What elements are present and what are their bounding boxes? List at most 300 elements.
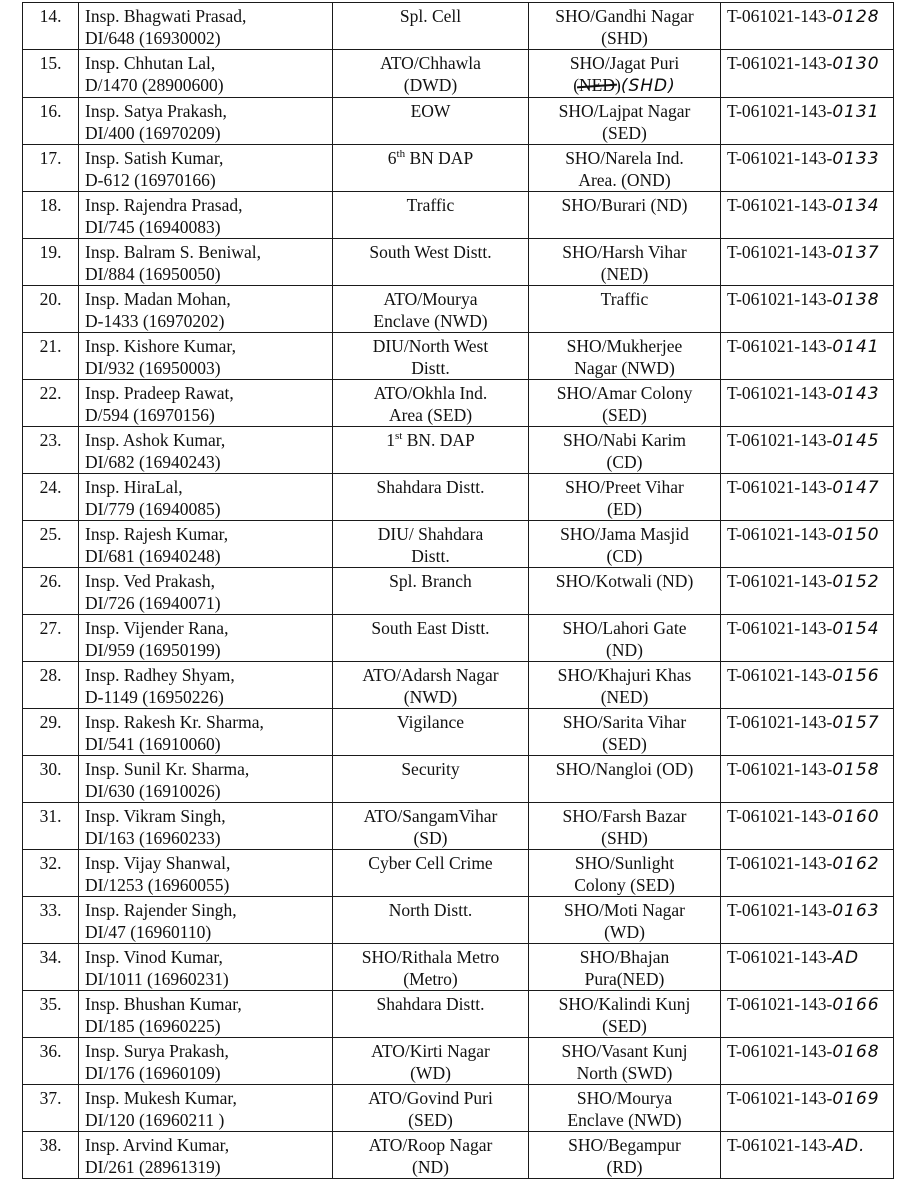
posted-to: SHO/Farsh Bazar — [562, 806, 687, 826]
posted-to-cell — [529, 239, 721, 286]
posted-to-line2: (CD) — [606, 546, 643, 566]
serial-number-cell — [23, 380, 79, 427]
officer-name-cell — [79, 1132, 333, 1179]
reference-prefix: T-061021-143- — [727, 148, 833, 168]
posted-from-cell — [333, 474, 529, 521]
handwritten-number: 0168 — [832, 1042, 880, 1062]
posted-from: Shahdara Distt. — [376, 477, 485, 497]
handwritten-number: 0138 — [832, 290, 880, 310]
officer-id: DI/932 (16950003) — [85, 358, 221, 378]
reference-number-cell — [721, 98, 894, 145]
handwritten-number: 0128 — [832, 7, 880, 27]
posted-to: SHO/Lajpat Nagar — [558, 101, 691, 121]
posted-to: SHO/Burari (ND) — [561, 195, 688, 215]
officer-name-cell — [79, 568, 333, 615]
posted-to-line2: Colony (SED) — [574, 875, 675, 895]
reference-number-cell — [721, 568, 894, 615]
posted-to-correction — [533, 74, 716, 97]
posted-to: SHO/Vasant Kunj — [561, 1041, 688, 1061]
serial-number-cell — [23, 568, 79, 615]
reference-number-cell — [721, 803, 894, 850]
handwritten-number: 0169 — [832, 1089, 880, 1109]
officer-name: Insp. Rakesh Kr. Sharma, — [85, 712, 264, 732]
serial-number-cell — [23, 3, 79, 50]
table-row — [23, 897, 894, 944]
officer-id: D-1433 (16970202) — [85, 311, 225, 331]
posted-to-line2: (SHD) — [601, 28, 648, 48]
officer-name: Insp. Ashok Kumar, — [85, 430, 226, 450]
officer-name-cell — [79, 427, 333, 474]
posted-to-cell — [529, 850, 721, 897]
posted-to-cell — [529, 3, 721, 50]
reference-prefix: T-061021-143- — [727, 1041, 833, 1061]
table-row — [23, 380, 894, 427]
posted-to-line2: (ED) — [607, 499, 642, 519]
officer-id: DI/400 (16970209) — [85, 123, 221, 143]
serial-number-cell — [23, 286, 79, 333]
posted-to-line2: (ND) — [606, 640, 643, 660]
posted-to: SHO/Bhajan — [579, 947, 670, 967]
reference-prefix: T-061021-143- — [727, 759, 833, 779]
posted-from: Spl. Cell — [399, 6, 462, 26]
posted-from-line2: (ND) — [412, 1157, 449, 1177]
serial-number: 14. — [39, 6, 62, 26]
posted-from-cell — [333, 803, 529, 850]
officer-id: DI/1253 (16960055) — [85, 875, 230, 895]
handwritten-number: 0158 — [832, 760, 880, 780]
posted-from-cell — [333, 50, 529, 98]
battalion-name: BN. DAP — [402, 430, 475, 450]
posted-from-line2: (WD) — [410, 1063, 451, 1083]
reference-number-cell — [721, 991, 894, 1038]
officer-name: Insp. Rajender Singh, — [85, 900, 237, 920]
officer-name-cell — [79, 756, 333, 803]
reference-number-cell — [721, 380, 894, 427]
officer-id: DI/176 (16960109) — [85, 1063, 221, 1083]
reference-number-cell — [721, 1132, 894, 1179]
posted-to-line2: (SHD) — [601, 828, 648, 848]
serial-number-cell — [23, 333, 79, 380]
table-row — [23, 239, 894, 286]
posted-from-cell — [333, 615, 529, 662]
handwritten-number: 0154 — [832, 619, 880, 639]
officer-id: D/594 (16970156) — [85, 405, 215, 425]
serial-number-cell — [23, 1132, 79, 1179]
posted-to: SHO/Jama Masjid — [560, 524, 689, 544]
officer-name: Insp. Vijay Shanwal, — [85, 853, 231, 873]
reference-number-cell — [721, 850, 894, 897]
officer-id: D-1149 (16950226) — [85, 687, 224, 707]
reference-prefix: T-061021-143- — [727, 947, 833, 967]
reference-number-cell — [721, 145, 894, 192]
posted-to-line2: (NED) — [600, 687, 649, 707]
posted-to-line2: (SED) — [602, 1016, 647, 1036]
reference-prefix: T-061021-143- — [727, 524, 833, 544]
officer-name-cell — [79, 662, 333, 709]
posted-from-cell — [333, 1132, 529, 1179]
officer-name: Insp. Vinod Kumar, — [85, 947, 223, 967]
serial-number-cell — [23, 709, 79, 756]
reference-number-cell — [721, 427, 894, 474]
battalion-number: 1 — [386, 430, 395, 450]
posted-from: South West Distt. — [369, 242, 492, 262]
officer-name-cell — [79, 850, 333, 897]
officer-name-cell — [79, 286, 333, 333]
reference-prefix: T-061021-143- — [727, 1088, 833, 1108]
posted-to-cell — [529, 568, 721, 615]
posted-to-line2: (NED) — [600, 264, 649, 284]
posted-to-cell — [529, 286, 721, 333]
serial-number-cell — [23, 803, 79, 850]
officer-name: Insp. Bhagwati Prasad, — [85, 6, 247, 26]
reference-prefix: T-061021-143- — [727, 6, 833, 26]
handwritten-number: 0150 — [832, 525, 880, 545]
reference-number-cell — [721, 944, 894, 991]
posted-from-cell — [333, 568, 529, 615]
officer-id: DI/185 (16960225) — [85, 1016, 221, 1036]
posted-to-cell — [529, 427, 721, 474]
posted-from: ATO/Chhawla — [380, 53, 481, 73]
table-row — [23, 1132, 894, 1179]
posted-to-cell — [529, 145, 721, 192]
reference-number-cell — [721, 662, 894, 709]
serial-number: 21. — [39, 336, 62, 356]
officer-name: Insp. Chhutan Lal, — [85, 53, 216, 73]
officer-name-cell — [79, 50, 333, 98]
posted-to: SHO/Nabi Karim — [563, 430, 686, 450]
serial-number-cell — [23, 850, 79, 897]
posted-to: SHO/Lahori Gate — [562, 618, 687, 638]
serial-number-cell — [23, 662, 79, 709]
serial-number: 34. — [39, 947, 62, 967]
reference-number-cell — [721, 239, 894, 286]
reference-number-cell — [721, 192, 894, 239]
officer-id: DI/1011 (16960231) — [85, 969, 229, 989]
posted-from — [337, 429, 524, 451]
serial-number-cell — [23, 239, 79, 286]
serial-number-cell — [23, 50, 79, 98]
posted-to: SHO/Nangloi (OD) — [555, 759, 694, 779]
reference-prefix: T-061021-143- — [727, 1135, 833, 1155]
handwritten-number: 0143 — [832, 384, 880, 404]
officer-id: DI/779 (16940085) — [85, 499, 221, 519]
posted-from: ATO/Kirti Nagar — [371, 1041, 490, 1061]
posted-from-line2: (DWD) — [403, 75, 458, 95]
reference-prefix: T-061021-143- — [727, 289, 833, 309]
posted-to: SHO/Kalindi Kunj — [558, 994, 691, 1014]
posted-to: SHO/Harsh Vihar — [562, 242, 687, 262]
officer-name: Insp. Sunil Kr. Sharma, — [85, 759, 250, 779]
serial-number: 33. — [39, 900, 62, 920]
table-row — [23, 850, 894, 897]
officer-name: Insp. Pradeep Rawat, — [85, 383, 234, 403]
officer-name: Insp. Satish Kumar, — [85, 148, 224, 168]
table-row — [23, 145, 894, 192]
posted-from-cell — [333, 897, 529, 944]
table-row — [23, 568, 894, 615]
table-row — [23, 756, 894, 803]
posted-to-cell — [529, 662, 721, 709]
handwritten-number: 0166 — [832, 995, 880, 1015]
serial-number-cell — [23, 98, 79, 145]
officer-name: Insp. Bhushan Kumar, — [85, 994, 242, 1014]
battalion-name: BN DAP — [405, 148, 474, 168]
serial-number: 37. — [39, 1088, 62, 1108]
reference-number-cell — [721, 521, 894, 568]
posted-to-line2: North (SWD) — [576, 1063, 673, 1083]
reference-prefix: T-061021-143- — [727, 665, 833, 685]
handwritten-number: 0141 — [832, 337, 880, 357]
posted-from-cell — [333, 380, 529, 427]
officer-name: Insp. Radhey Shyam, — [85, 665, 235, 685]
serial-number: 19. — [39, 242, 62, 262]
officer-id: DI/884 (16950050) — [85, 264, 221, 284]
officer-name-cell — [79, 521, 333, 568]
officer-name-cell — [79, 333, 333, 380]
posted-to-line2: (CD) — [606, 452, 643, 472]
posted-to: SHO/Mourya — [576, 1088, 673, 1108]
serial-number: 24. — [39, 477, 62, 497]
serial-number-cell — [23, 521, 79, 568]
officer-name-cell — [79, 3, 333, 50]
serial-number: 36. — [39, 1041, 62, 1061]
posted-from — [337, 147, 524, 169]
posted-to-cell — [529, 474, 721, 521]
posted-to-line2: Area. (OND) — [578, 170, 671, 190]
handwritten-number: AD — [832, 948, 860, 968]
posted-to: SHO/Sunlight — [574, 853, 675, 873]
reference-prefix: T-061021-143- — [727, 618, 833, 638]
posted-to-cell — [529, 615, 721, 662]
posted-from: ATO/Mourya — [383, 289, 478, 309]
reference-prefix: T-061021-143- — [727, 712, 833, 732]
officer-name: Insp. Vikram Singh, — [85, 806, 226, 826]
reference-prefix: T-061021-143- — [727, 242, 833, 262]
serial-number: 25. — [39, 524, 62, 544]
reference-number-cell — [721, 897, 894, 944]
officer-name: Insp. Kishore Kumar, — [85, 336, 236, 356]
reference-number-cell — [721, 50, 894, 98]
officer-name-cell — [79, 897, 333, 944]
officer-name-cell — [79, 380, 333, 427]
handwritten-number: 0137 — [832, 243, 880, 263]
serial-number: 29. — [39, 712, 62, 732]
officer-id: DI/745 (16940083) — [85, 217, 221, 237]
reference-number-cell — [721, 3, 894, 50]
serial-number-cell — [23, 756, 79, 803]
handwritten-number: 0145 — [832, 431, 880, 451]
table-row — [23, 709, 894, 756]
posted-from: ATO/Okhla Ind. — [373, 383, 488, 403]
posted-from-line2: Distt. — [411, 546, 450, 566]
posted-to: SHO/Amar Colony — [556, 383, 693, 403]
handwritten-correction: (SHD) — [620, 76, 676, 96]
reference-prefix: T-061021-143- — [727, 806, 833, 826]
posted-from: DIU/ Shahdara — [377, 524, 484, 544]
officer-id: DI/261 (28961319) — [85, 1157, 221, 1177]
serial-number: 20. — [39, 289, 62, 309]
posted-to-line2: Pura(NED) — [584, 969, 665, 989]
serial-number-cell — [23, 192, 79, 239]
table-row — [23, 1085, 894, 1132]
posted-from: Vigilance — [397, 712, 464, 732]
posted-to: Traffic — [600, 289, 649, 309]
serial-number-cell — [23, 1038, 79, 1085]
officer-id: DI/541 (16910060) — [85, 734, 221, 754]
paren: ( — [573, 75, 580, 95]
posted-to-cell — [529, 380, 721, 427]
serial-number: 17. — [39, 148, 62, 168]
handwritten-number: 0156 — [832, 666, 880, 686]
officer-id: DI/726 (16940071) — [85, 593, 221, 613]
officer-name-cell — [79, 991, 333, 1038]
table-row — [23, 615, 894, 662]
posted-from-cell — [333, 991, 529, 1038]
posted-to-cell — [529, 192, 721, 239]
posted-from-line2: Area (SED) — [388, 405, 473, 425]
serial-number: 15. — [39, 53, 62, 73]
posted-from: Spl. Branch — [389, 571, 472, 591]
posted-to: SHO/Preet Vihar — [565, 477, 684, 497]
reference-number-cell — [721, 333, 894, 380]
handwritten-number: AD. — [832, 1136, 866, 1156]
reference-number-cell — [721, 709, 894, 756]
posted-from: Cyber Cell Crime — [368, 853, 493, 873]
reference-number-cell — [721, 756, 894, 803]
posted-to-line2: Nagar (NWD) — [574, 358, 675, 378]
reference-number-cell — [721, 1038, 894, 1085]
posted-to-cell — [529, 333, 721, 380]
posted-to-cell — [529, 1038, 721, 1085]
officer-name: Insp. Ved Prakash, — [85, 571, 215, 591]
serial-number: 26. — [39, 571, 62, 591]
reference-prefix: T-061021-143- — [727, 195, 833, 215]
posted-from: ATO/Roop Nagar — [368, 1135, 493, 1155]
posted-from: Security — [401, 759, 460, 779]
officer-id: DI/682 (16940243) — [85, 452, 221, 472]
table-row — [23, 50, 894, 98]
officer-name: Insp. Madan Mohan, — [85, 289, 231, 309]
officer-id: D/1470 (28900600) — [85, 75, 224, 95]
posted-from-cell — [333, 756, 529, 803]
reference-prefix: T-061021-143- — [727, 336, 833, 356]
reference-prefix: T-061021-143- — [727, 994, 833, 1014]
posted-from-cell — [333, 1038, 529, 1085]
officer-name: Insp. Balram S. Beniwal, — [85, 242, 261, 262]
reference-prefix: T-061021-143- — [727, 477, 833, 497]
serial-number-cell — [23, 1085, 79, 1132]
table-row — [23, 1038, 894, 1085]
officer-id: DI/648 (16930002) — [85, 28, 221, 48]
serial-number-cell — [23, 145, 79, 192]
officer-id: DI/47 (16960110) — [85, 922, 212, 942]
posted-to-cell — [529, 991, 721, 1038]
serial-number: 38. — [39, 1135, 62, 1155]
posted-to: SHO/Narela Ind. — [565, 148, 684, 168]
serial-number: 23. — [39, 430, 62, 450]
reference-prefix: T-061021-143- — [727, 383, 833, 403]
reference-prefix: T-061021-143- — [727, 53, 833, 73]
posted-to-line2: (RD) — [606, 1157, 643, 1177]
posted-from: North Distt. — [388, 900, 473, 920]
officer-name: Insp. Surya Prakash, — [85, 1041, 229, 1061]
posted-to-cell — [529, 803, 721, 850]
handwritten-number: 0147 — [832, 478, 880, 498]
officer-name-cell — [79, 803, 333, 850]
serial-number: 22. — [39, 383, 62, 403]
table-row — [23, 944, 894, 991]
posted-to-cell — [529, 98, 721, 145]
officer-name-cell — [79, 1085, 333, 1132]
officer-name-cell — [79, 944, 333, 991]
posted-from-cell — [333, 944, 529, 991]
reference-number-cell — [721, 474, 894, 521]
officer-name-cell — [79, 145, 333, 192]
posted-to-cell — [529, 1132, 721, 1179]
reference-prefix: T-061021-143- — [727, 571, 833, 591]
posted-from-cell — [333, 239, 529, 286]
reference-number-cell — [721, 1085, 894, 1132]
posted-from-cell — [333, 333, 529, 380]
reference-prefix: T-061021-143- — [727, 430, 833, 450]
posted-from: EOW — [410, 101, 451, 121]
handwritten-number: 0157 — [832, 713, 880, 733]
officer-name: Insp. Mukesh Kumar, — [85, 1088, 237, 1108]
officer-id: DI/630 (16910026) — [85, 781, 221, 801]
posted-to: SHO/Jagat Puri — [569, 53, 680, 73]
posted-to: SHO/Sarita Vihar — [562, 712, 687, 732]
ordinal-suffix: th — [396, 148, 406, 161]
posted-to: SHO/Khajuri Khas — [557, 665, 692, 685]
posted-to-cell — [529, 50, 721, 98]
officer-name: Insp. Rajendra Prasad, — [85, 195, 243, 215]
reference-prefix: T-061021-143- — [727, 900, 833, 920]
posted-to-cell — [529, 944, 721, 991]
posted-to-cell — [529, 521, 721, 568]
officer-name-cell — [79, 98, 333, 145]
officer-name-cell — [79, 474, 333, 521]
serial-number-cell — [23, 474, 79, 521]
posted-to: SHO/Moti Nagar — [563, 900, 686, 920]
posted-to: SHO/Begampur — [568, 1135, 681, 1155]
posted-to: SHO/Gandhi Nagar — [555, 6, 694, 26]
officer-name-cell — [79, 192, 333, 239]
serial-number: 32. — [39, 853, 62, 873]
posted-from-cell — [333, 709, 529, 756]
table-body — [23, 3, 894, 1179]
table-row — [23, 521, 894, 568]
posted-from-line2: (SED) — [408, 1110, 453, 1130]
posted-to: SHO/Kotwali (ND) — [555, 571, 694, 591]
handwritten-number: 0131 — [832, 102, 880, 122]
handwritten-number: 0133 — [832, 149, 880, 169]
serial-number: 31. — [39, 806, 62, 826]
table-row — [23, 286, 894, 333]
officer-name-cell — [79, 709, 333, 756]
reference-number-cell — [721, 615, 894, 662]
handwritten-number: 0163 — [832, 901, 880, 921]
serial-number: 27. — [39, 618, 62, 638]
officer-name: Insp. Arvind Kumar, — [85, 1135, 230, 1155]
reference-prefix: T-061021-143- — [727, 853, 833, 873]
posted-from-cell — [333, 662, 529, 709]
handwritten-number: 0162 — [832, 854, 880, 874]
officer-name: Insp. HiraLal, — [85, 477, 183, 497]
posted-from: ATO/Govind Puri — [368, 1088, 493, 1108]
posted-from-cell — [333, 850, 529, 897]
posted-to-line2: (WD) — [604, 922, 645, 942]
posted-from-cell — [333, 1085, 529, 1132]
